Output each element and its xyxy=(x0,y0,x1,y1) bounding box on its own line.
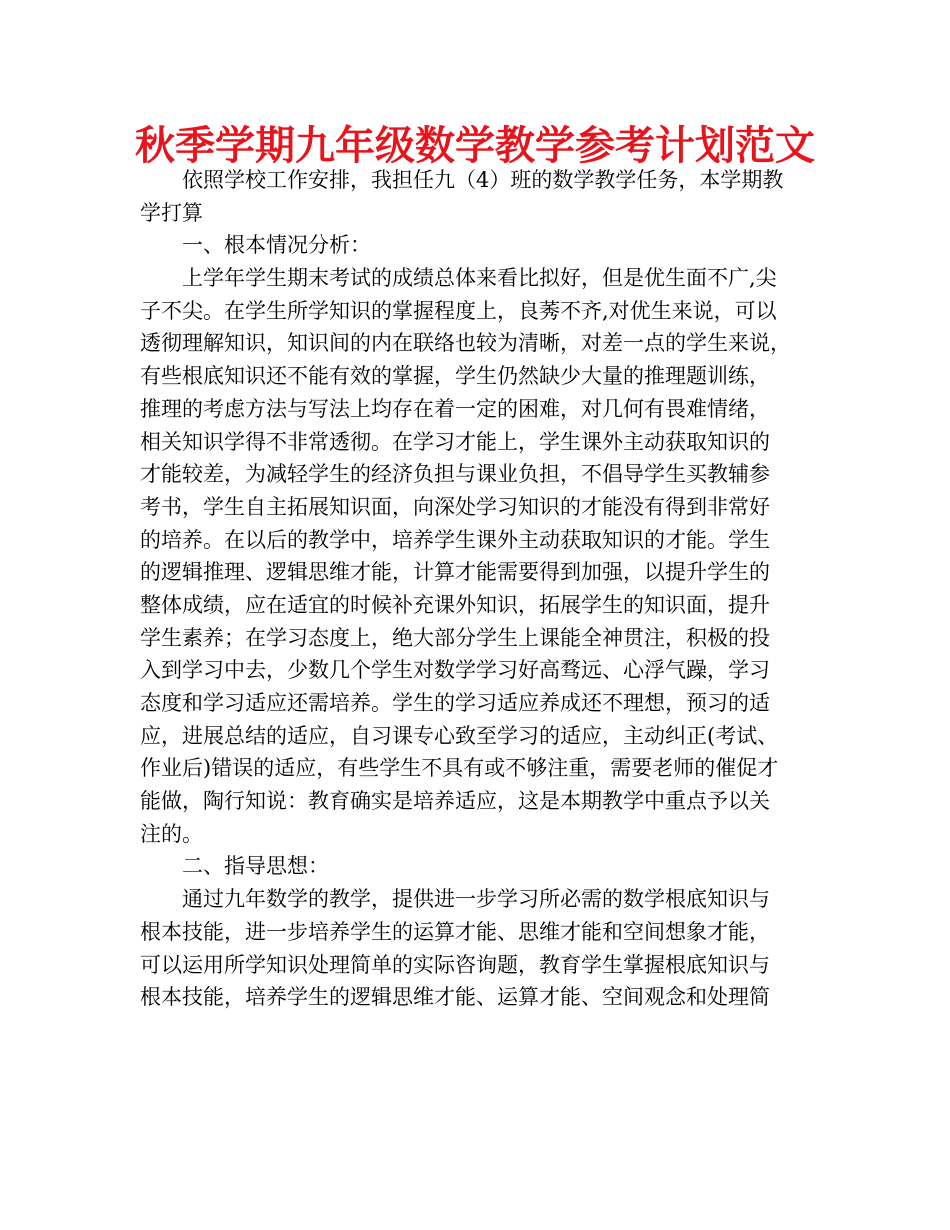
text-line: 整体成绩，应在适宜的时候补充课外知识，拓展学生的知识面，提升 xyxy=(140,592,770,617)
text-line: 可以运用所学知识处理简单的实际咨询题，教育学生掌握根底知识与 xyxy=(140,952,770,977)
text-line: 学打算 xyxy=(140,200,203,225)
text-line: 相关知识学得不非常透彻。在学习才能上，学生课外主动获取知识的 xyxy=(140,429,770,454)
text-line: 通过九年数学的教学，提供进一步学习所必需的数学根底知识与 xyxy=(182,887,770,912)
text-line: 的培养。在以后的教学中，培养学生课外主动获取知识的才能。学生 xyxy=(140,527,770,552)
document-title: 秋季学期九年级数学教学参考计划范文 xyxy=(135,123,815,169)
text-line: 上学年学生期末考试的成绩总体来看比拟好，但是优生面不广,尖 xyxy=(182,266,777,291)
text-line: 态度和学习适应还需培养。学生的学习适应养成还不理想，预习的适 xyxy=(140,691,770,715)
text-line: 考书，学生自主拓展知识面，向深处学习知识的才能没有得到非常好 xyxy=(140,494,770,519)
text-line: 注的。 xyxy=(140,821,203,846)
text-line: 学生素养；在学习态度上，绝大部分学生上课能全神贯注，积极的投 xyxy=(140,625,770,650)
document-body xyxy=(140,164,812,1014)
text-line: 推理的考虑方法与写法上均存在着一定的困难，对几何有畏难情绪， xyxy=(140,396,770,421)
text-line: 能做，陶行知说：教育确实是培养适应，这是本期教学中重点予以关 xyxy=(140,789,770,814)
text-line: 作业后)错误的适应，有些学生不具有或不够注重，需要老师的催促才 xyxy=(140,756,779,781)
text-line: 透彻理解知识，知识间的内在联络也较为清晰，对差一点的学生来说， xyxy=(140,331,791,356)
text-line: 依照学校工作安排，我担任九（4）班的数学教学任务，本学期教 xyxy=(182,168,784,192)
text-line: 应，进展总结的适应，自习课专心致至学习的适应，主动纠正(考试、 xyxy=(140,723,779,748)
text-line: 根本技能，进一步培养学生的运算才能、思维才能和空间想象才能， xyxy=(140,919,770,944)
text-line: 入到学习中去，少数几个学生对数学学习好高骛远、心浮气躁，学习 xyxy=(140,658,770,683)
text-line: 有些根底知识还不能有效的掌握，学生仍然缺少大量的推理题训练， xyxy=(140,364,770,389)
text-line: 的逻辑推理、逻辑思维才能，计算才能需要得到加强，以提升学生的 xyxy=(140,560,770,585)
text-line: 才能较差，为减轻学生的经济负担与课业负担，不倡导学生买教辅参 xyxy=(140,462,770,487)
text-line: 子不尖。在学生所学知识的掌握程度上，良莠不齐,对优生来说，可以 xyxy=(140,298,777,323)
text-line: 根本技能，培养学生的逻辑思维才能、运算才能、空间观念和处理简 xyxy=(140,985,770,1010)
text-line: 二、指导思想： xyxy=(182,854,329,879)
text-line: 一、根本情况分析： xyxy=(182,233,371,258)
